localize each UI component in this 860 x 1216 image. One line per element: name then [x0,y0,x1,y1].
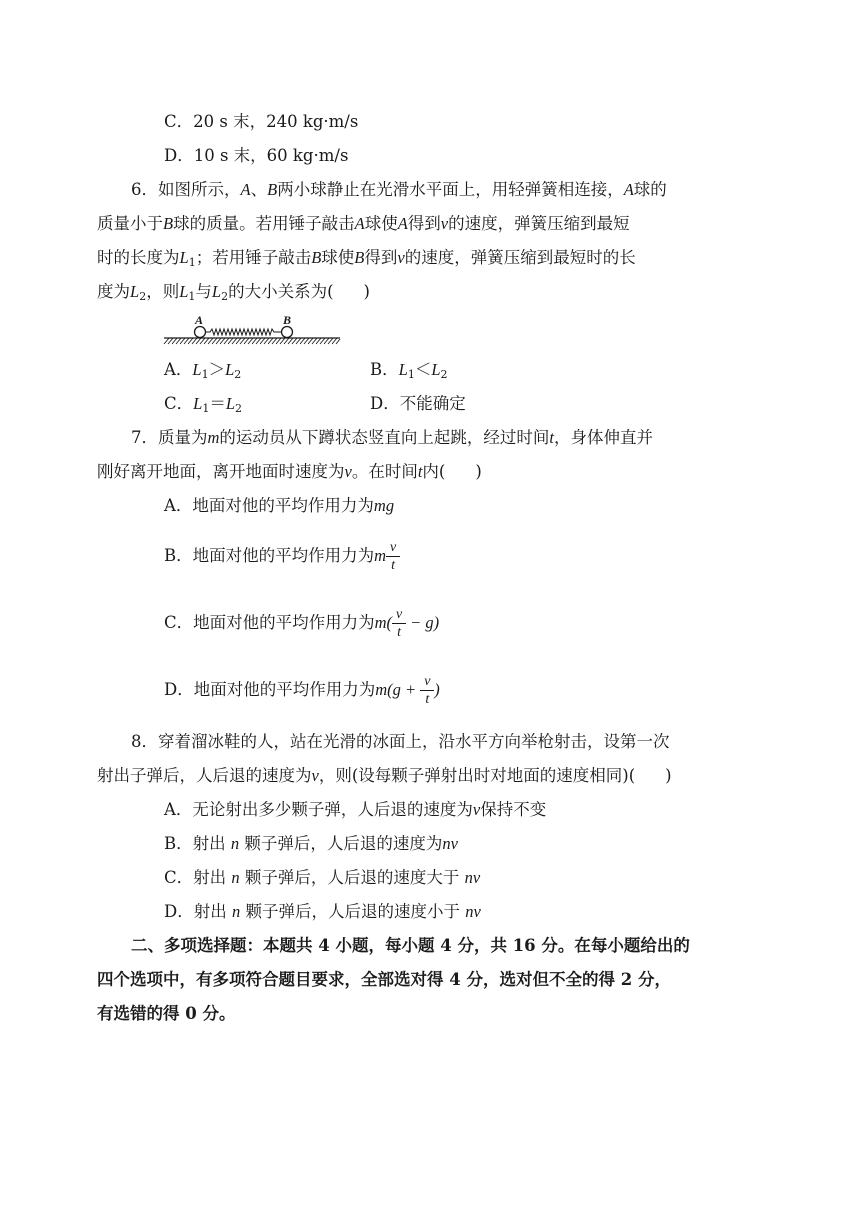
q6-option-d[interactable] [370,394,466,414]
subscript: 2 [221,290,229,303]
text: ) [475,462,482,481]
option-text: 保持不变 [480,800,547,819]
q6-option-a[interactable] [164,360,241,380]
ball-a [195,327,206,338]
option-text: 射出 [192,834,226,853]
q7-stem-line-2 [97,462,482,482]
spring-balls-figure [160,312,344,348]
spring [206,329,282,335]
q5-option-c[interactable] [164,112,358,132]
var-a: A [623,180,634,199]
var-l: L [225,360,235,379]
text: 球的 [633,180,667,199]
q5-option-d[interactable] [164,146,348,166]
var-m: m [207,428,220,447]
option-label: D． [164,902,194,921]
option-text: 颗子弹后，人后退的速度为 [244,834,443,853]
var-b: B [354,248,365,267]
var-nv: nv [442,834,458,853]
var-l: L [211,282,222,301]
expression: − g) [406,613,440,632]
text: 得到 [407,214,441,233]
var-n: n [231,902,241,921]
var-nv: nv [465,902,481,921]
q8-stem-line-1 [131,732,670,752]
q8-option-a[interactable] [164,800,546,820]
var-l: L [398,360,408,379]
text: 射出子弹后，人后退的速度为 [97,766,312,785]
var-b: B [267,180,278,199]
text: ，则 [146,282,180,301]
q7-option-d[interactable] [164,670,440,710]
question-number: 6． [131,180,158,199]
var-l: L [193,394,203,413]
q6-option-b[interactable] [370,360,448,380]
denominator: t [397,625,401,640]
subscript: 1 [202,402,210,415]
expression: m( [374,613,393,632]
option-label: B． [370,360,399,379]
option-label: C． [164,868,194,887]
expression: m( [375,680,393,699]
question-number: 8． [131,732,158,751]
text: 如图所示， [158,180,241,199]
q6-stem-line-4 [97,282,370,302]
var-l: L [431,360,441,379]
q7-option-a[interactable] [164,496,394,516]
option-text: 无论射出多少颗子弹，人后退的速度为 [192,800,473,819]
expression: g + [392,680,421,699]
ground-hatching [164,338,340,344]
text: ；若用锤子敲击 [195,248,312,267]
section-2-heading-line-3: 有选错的得 0 分。 [97,1004,236,1023]
q6-stem-line-3 [97,248,636,268]
subscript: 2 [139,290,147,303]
operator: ＞ [208,360,226,379]
text: 刚好离开地面，离开地面时速度为 [97,462,345,481]
section-2-heading-line-2: 四个选项中，有多项符合题目要求，全部选对得 4 分，选对但不全的得 2 分， [97,970,671,989]
text: 质量为 [158,428,208,447]
var-a: A [354,214,365,233]
option-text: 颗子弹后，人后退的速度大于 [244,868,460,887]
question-number: 7． [131,428,158,447]
var-v: v [344,462,352,481]
subscript: 2 [440,368,448,381]
q6-stem-line-2 [97,214,630,234]
option-label: C． [164,613,194,632]
text: 、 [250,180,268,199]
option-label: D． [164,680,194,699]
text: 质量小于 [97,214,163,233]
option-text: 地面对他的平均作用力为 [193,613,375,632]
subscript: 2 [235,402,242,415]
var-nv: nv [464,868,481,887]
text: 时的长度为 [97,248,180,267]
q7-option-c[interactable] [164,603,439,643]
var-l: L [179,282,189,301]
option-text: 不能确定 [399,394,466,413]
q6-stem-line-1 [131,180,667,200]
option-text: 地面对他的平均作用力为 [193,680,376,699]
text: ) [363,282,370,301]
var-t: t [549,428,555,447]
text: 的速度，弹簧压缩到最短 [448,214,630,233]
var-l: L [130,282,140,301]
var-v: v [397,248,405,267]
var-a: A [397,214,408,233]
operator: ＝ [209,394,226,413]
denominator: t [391,558,395,573]
expression: mg [373,496,395,515]
text: 。在时间 [351,462,418,481]
var-b: B [311,248,322,267]
fraction-v-over-t [393,606,405,641]
option-label: A． [164,800,193,819]
fraction-v-over-t [421,673,433,708]
q8-option-c[interactable] [164,868,480,888]
subscript: 1 [188,290,196,303]
expression: ) [434,680,440,699]
ball-b [282,327,293,338]
text: 的大小关系为( [228,282,334,301]
option-label: A． [164,496,193,515]
text: 球使 [321,248,355,267]
option-text: 10 s 末，60 kg·m/s [193,146,349,165]
var-b: B [163,214,174,233]
subscript: 1 [407,368,415,381]
var-v: v [440,214,449,233]
text: 内( [422,462,446,481]
var-t: t [417,462,423,481]
text: 的速度，弹簧压缩到最短时的长 [404,248,636,267]
option-label: D． [164,146,194,165]
text: 穿着溜冰鞋的人，站在光滑的冰面上，沿水平方向举枪射击，设第一次 [158,732,670,751]
var-l: L [192,360,202,379]
numerator: v [389,540,397,555]
figure-label-b: B [283,313,292,327]
option-text: 射出 [193,868,227,887]
option-label: C． [164,394,194,413]
numerator: v [395,607,403,622]
q7-stem-line-1 [131,428,653,448]
var-a: A [240,180,251,199]
operator: ＜ [414,360,432,379]
text: ) [665,766,672,785]
option-text: 地面对他的平均作用力为 [192,546,375,565]
option-label: B． [164,834,193,853]
q7-option-b[interactable] [164,536,400,576]
denominator: t [425,692,430,707]
option-text: 颗子弹后，人后退的速度小于 [245,902,460,921]
q6-option-c[interactable] [164,394,242,414]
text: 球使 [364,214,398,233]
subscript: 2 [234,368,242,381]
figure-label-a: A [195,313,204,327]
text: 与 [195,282,212,301]
q8-option-b[interactable] [164,834,458,854]
subscript: 1 [188,256,196,269]
var-l: L [225,394,235,413]
var-n: n [231,868,240,887]
subscript: 1 [201,368,209,381]
text: 两小球静止在光滑水平面上，用轻弹簧相连接， [277,180,624,199]
text: ，身体伸直并 [554,428,654,447]
text: ，则(设每颗子弹射出时对地面的速度相同)( [318,766,636,785]
option-label: B． [164,546,193,565]
numerator: v [424,674,431,689]
text: 球的质量。若用锤子敲击 [173,214,355,233]
var-v: v [311,766,319,785]
option-label: A． [164,360,193,379]
var-l: L [179,248,189,267]
option-text: 20 s 末，240 kg·m/s [193,112,359,131]
q8-stem-line-2 [97,766,672,786]
section-2-heading-line-1: 二、多项选择题：本题共 4 小题，每小题 4 分，共 16 分。在每小题给出的 [131,936,690,955]
option-label: C． [164,112,194,131]
q8-option-d[interactable] [164,902,481,922]
text: 得到 [364,248,398,267]
fraction-v-over-t [387,539,399,574]
var-v: v [472,800,481,819]
option-text: 射出 [193,902,227,921]
option-text: 地面对他的平均作用力为 [192,496,374,515]
text: 的运动员从下蹲状态竖直向上起跳，经过时间 [219,428,550,447]
var-n: n [230,834,240,853]
option-label: D． [370,394,400,413]
var-m: m [374,546,387,565]
text: 度为 [97,282,130,301]
